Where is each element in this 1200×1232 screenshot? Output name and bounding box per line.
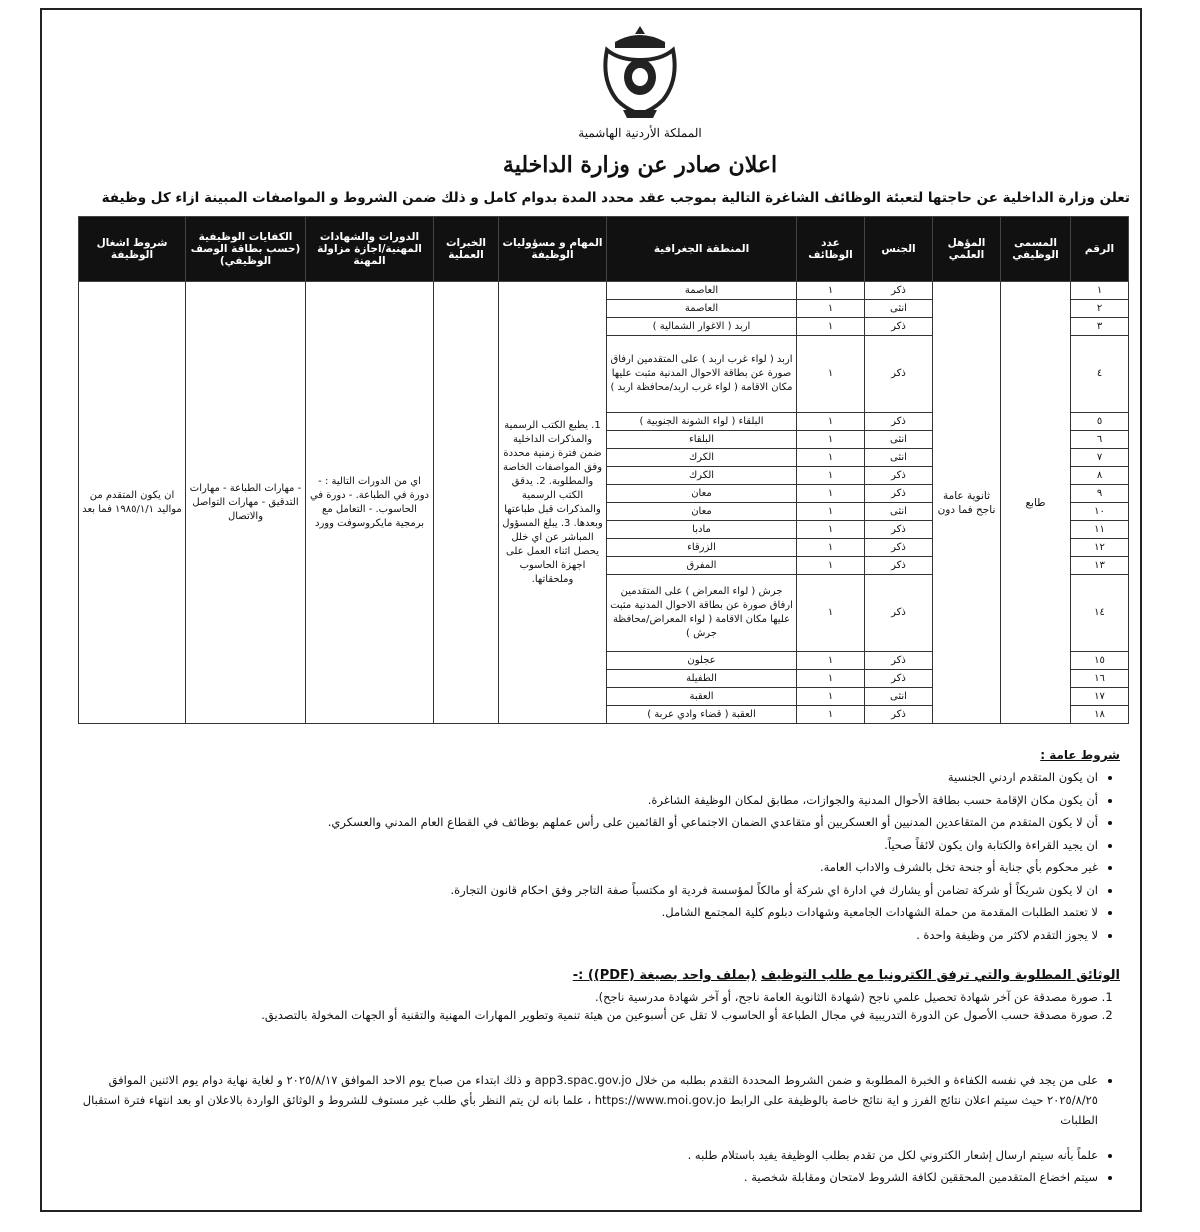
table-cell: ٥ <box>1071 413 1129 431</box>
list-item: • علماً بأنه سيتم ارسال إشعار الكتروني لكل من تقدم بطلب الوظيفة يفيد باستلام طلبه . <box>78 1144 1098 1166</box>
announcement-title: اعلان صادر عن وزارة الداخلية <box>502 152 778 178</box>
table-cell: البلقاء <box>607 431 797 449</box>
table-cell: مادبا <box>607 521 797 539</box>
table-cell: ذكر <box>865 282 933 300</box>
table-cell: ١ <box>797 575 865 652</box>
table-cell: ١ <box>797 336 865 413</box>
table-cell: ٤ <box>1071 336 1129 413</box>
list-item: • لا تعتمد الطلبات المقدمة من حملة الشهادات الجامعية وشهادات دبلوم كلية المجتمع الشامل. <box>78 901 1098 924</box>
header-cell: الخبرات العملية <box>434 217 499 282</box>
table-cell: ١٧ <box>1071 688 1129 706</box>
table-cell: انثى <box>865 688 933 706</box>
apply-instructions: • على من يجد في نفسه الكفاءة و الخبرة المطلوبة و ضمن الشروط المحددة التقدم بطلبه من خلال app3.spac.gov.jo و ذلك ابتداء من صباح يوم الاحد الموافق ٢٠٢٥/٨/١٧ و لغاية نهاية دوام يوم الاثنين الموافق ٢٠٢٥/٨/٢٥ حيث سيتم اعلان نتائج الفرز و اية نتائج خاصة بالوظيفة على الرابط https://www.moi.gov.jo ، علما بانه لن يتم النظر بأي طلب غير مستوف للشروط و الوثائق الواردة بالاعلان او بعد انتهاء فترة استقبال الطلبات <box>78 1070 1098 1130</box>
list-item: 1. صورة مصدقة عن آخر شهادة تحصيل علمي ناجح (شهادة الثانوية العامة ناجح، أو آخر شهادة مدرسية ناجح). <box>78 988 1098 1006</box>
list-item: • أن لا يكون المتقدم من المتقاعدين المدنيين أو العسكريين أو متقاعدي الضمان الاجتماعي أو القائمين على رأس عملهم بوظائف في القطاع العام المدني والعسكري. <box>78 811 1098 834</box>
header-cell: المسمى الوظيفي <box>1001 217 1071 282</box>
table-cell: المفرق <box>607 557 797 575</box>
table-cell: الزرقاء <box>607 539 797 557</box>
table-cell: ١٠ <box>1071 503 1129 521</box>
table-cell: ذكر <box>865 557 933 575</box>
table-cell: ١٦ <box>1071 670 1129 688</box>
table-cell: ١ <box>1071 282 1129 300</box>
table-cell: ١ <box>797 670 865 688</box>
list-item: • سيتم اخضاع المتقدمين المحققين لكافة الشروط لامتحان ومقابلة شخصية . <box>78 1166 1098 1188</box>
table-cell: معان <box>607 503 797 521</box>
list-item: • لا يجوز التقدم لاكثر من وظيفة واحدة . <box>78 924 1098 947</box>
table-cell: العاصمة <box>607 282 797 300</box>
table-cell: ١ <box>797 413 865 431</box>
table-cell: ذكر <box>865 467 933 485</box>
table-cell: ان يكون المتقدم من مواليد ١٩٨٥/١/١ فما بعد <box>79 282 186 724</box>
table-cell: ١ <box>797 467 865 485</box>
table-cell: ١ <box>797 706 865 724</box>
table-cell: الكرك <box>607 449 797 467</box>
table-cell: ذكر <box>865 521 933 539</box>
table-cell: انثى <box>865 431 933 449</box>
table-cell: ٦ <box>1071 431 1129 449</box>
table-cell: العقبة <box>607 688 797 706</box>
header-cell: المهام و مسؤوليات الوظيفة <box>499 217 607 282</box>
table-cell: ١٨ <box>1071 706 1129 724</box>
table-cell: ٨ <box>1071 467 1129 485</box>
table-cell: ذكر <box>865 336 933 413</box>
table-header-row <box>79 217 1129 282</box>
general-conditions-list <box>78 766 1120 946</box>
header-cell: الجنس <box>865 217 933 282</box>
table-cell: انثى <box>865 503 933 521</box>
table-cell: ١ <box>797 652 865 670</box>
table-cell: ١٣ <box>1071 557 1129 575</box>
table-cell: ٩ <box>1071 485 1129 503</box>
list-item: 2. صورة مصدقة حسب الأصول عن الدورة التدريبية في مجال الطباعة أو الحاسوب لا تقل عن أسبوعين من هيئة تنمية وتطوير المهارات المهنية والتقنية أو الجهات المخولة بالتصديق. <box>78 1006 1098 1024</box>
jobs-table <box>78 216 1129 724</box>
list-item: • ان يكون المتقدم اردني الجنسية <box>78 766 1098 789</box>
list-item: • غير محكوم بأي جناية أو جنحة تخل بالشرف والاداب العامة. <box>78 856 1098 879</box>
list-item: • ان يجيد القراءة والكتابة وان يكون لائقاً صحياً. <box>78 834 1098 857</box>
table-cell: ٢ <box>1071 300 1129 318</box>
header-cell: المؤهل العلمي <box>933 217 1001 282</box>
table-cell <box>434 282 499 724</box>
list-item: • أن يكون مكان الإقامة حسب بطاقة الأحوال المدنية والجوازات، مطابق لمكان الوظيفة الشاغرة. <box>78 789 1098 812</box>
table-cell: ذكر <box>865 413 933 431</box>
table-cell: ١ <box>797 485 865 503</box>
table-cell: ذكر <box>865 539 933 557</box>
header-cell: المنطقة الجغرافية <box>607 217 797 282</box>
documents-list <box>78 988 1120 1024</box>
table-cell: اربد ( لواء غرب اربد ) على المتقدمين ارفاق صورة عن بطاقة الاحوال المدنية مثبت عليها مكان الاقامة ( لواء غرب اربد/محافظة اربد ) <box>607 336 797 413</box>
table-cell: ١ <box>797 503 865 521</box>
ministry-line: المملكة الأردنية الهاشمية <box>578 126 702 140</box>
header-cell: الدورات والشهادات المهنية/اجازة مزاولة المهنة <box>306 217 434 282</box>
table-cell: - مهارات الطباعة - مهارات التدقيق - مهارات التواصل والاتصال <box>186 282 306 724</box>
general-conditions-heading: شروط عامة : <box>1040 748 1120 762</box>
table-cell: ١ <box>797 449 865 467</box>
header-cell: شروط اشغال الوظيفة <box>79 217 186 282</box>
table-cell: ذكر <box>865 706 933 724</box>
table-cell: ١٥ <box>1071 652 1129 670</box>
table-cell: البلقاء ( لواء الشونة الجنوبية ) <box>607 413 797 431</box>
table-cell: العقبة ( قضاء وادي عربة ) <box>607 706 797 724</box>
table-cell: طابع <box>1001 282 1071 724</box>
application-notes <box>78 1070 1120 1138</box>
table-cell: ٧ <box>1071 449 1129 467</box>
table-cell: انثى <box>865 449 933 467</box>
table-cell: ذكر <box>865 575 933 652</box>
table-cell: ١ <box>797 300 865 318</box>
table-cell: 1. يطبع الكتب الرسمية والمذكرات الداخلية ضمن فترة زمنية محددة وفق المواصفات الخاصة والمطلوبة. 2. يدقق الكتب الرسمية والمذكرات قبل طباعتها وبعدها. 3. يبلغ المسؤول المباشر عن اي خلل يحصل اثناء العمل على اجهزة الحاسوب وملحقاتها. <box>499 282 607 724</box>
table-cell: ١ <box>797 521 865 539</box>
table-cell: ٣ <box>1071 318 1129 336</box>
table-cell: ١ <box>797 688 865 706</box>
table-cell: ١٢ <box>1071 539 1129 557</box>
table-cell: ١ <box>797 557 865 575</box>
table-cell: عجلون <box>607 652 797 670</box>
table-cell: ذكر <box>865 318 933 336</box>
table-cell: اي من الدورات التالية : - دورة في الطباعة. - دورة في الحاسوب. - التعامل مع برمجية مايكروسوفت وورد <box>306 282 434 724</box>
jordan-coat-of-arms <box>595 22 685 122</box>
table-cell: معان <box>607 485 797 503</box>
list-item: • ان لا يكون شريكاً أو شركة تضامن أو يشارك في ادارة اي شركة أو مالكاً لمؤسسة فردية او مكتسباً صفة التاجر وفق احكام قانون التجارة. <box>78 879 1098 902</box>
table-cell: العاصمة <box>607 300 797 318</box>
final-notes <box>78 1144 1120 1188</box>
table-cell: ١ <box>797 431 865 449</box>
table-cell: اربد ( الاغوار الشمالية ) <box>607 318 797 336</box>
table-cell: ١ <box>797 539 865 557</box>
table-cell: ١٤ <box>1071 575 1129 652</box>
table-cell: ١١ <box>1071 521 1129 539</box>
table-cell: الطفيلة <box>607 670 797 688</box>
header-cell: عدد الوظائف <box>797 217 865 282</box>
header-cell: الكفايات الوظيفية (حسب بطاقة الوصف الوظيفي) <box>186 217 306 282</box>
table-cell: ١ <box>797 282 865 300</box>
table-cell: ثانوية عامة ناجح فما دون <box>933 282 1001 724</box>
table-cell: ذكر <box>865 652 933 670</box>
documents-heading-text: الوثائق المطلوبة والتي ترفق الكترونيا مع طلب التوظيف <box>760 968 1120 983</box>
table-row <box>79 282 1129 300</box>
table-cell: الكرك <box>607 467 797 485</box>
table-cell: ذكر <box>865 670 933 688</box>
header-cell: الرقم <box>1071 217 1129 282</box>
table-cell: ١ <box>797 318 865 336</box>
table-cell: انثى <box>865 300 933 318</box>
table-cell: ذكر <box>865 485 933 503</box>
table-cell: جرش ( لواء المعراض ) على المتقدمين ارفاق صورة عن بطاقة الاحوال المدنية مثبت عليها مكان الاقامة ( لواء المعراض/محافظة جرش ) <box>607 575 797 652</box>
documents-heading <box>573 968 1120 983</box>
announcement-intro: تعلن وزارة الداخلية عن حاجتها لتعبئة الوظائف الشاغرة التالية بموجب عقد محدد المدة بدوام كامل و ذلك ضمن الشروط و المواصفات المبينة ازاء كل وظيفة <box>101 190 1130 206</box>
documents-heading-suffix: (بملف واحد بصيغة (PDF)) :- <box>572 968 757 983</box>
